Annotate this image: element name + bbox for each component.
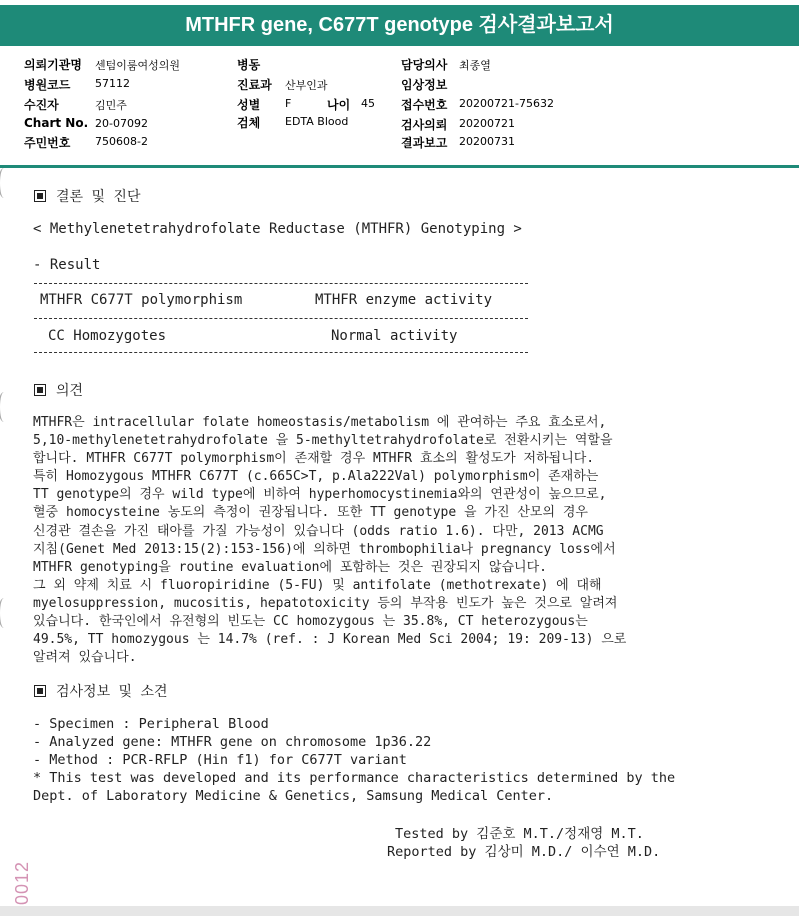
binding-mark — [0, 392, 10, 422]
test-info-analyzed-gene: - Analyzed gene: MTHFR gene on chromosome 1p36.22 — [33, 734, 432, 750]
square-bullet-icon — [34, 685, 46, 697]
opinion-paragraph — [33, 414, 773, 667]
header-value-chart-no: 20-07092 — [95, 117, 148, 130]
test-info-method: - Method : PCR-RFLP (Hin f1) for C677T variant — [33, 752, 407, 768]
opinion-line: 특히 Homozygous MTHFR C677T (c.665C>T, p.Ala222Val) polymorphism이 존재하는 — [33, 469, 599, 485]
header-value-sex: F — [285, 97, 292, 110]
section-conclusion-heading: 결론 및 진단 — [34, 186, 140, 206]
header-value-accession-no: 20200721-75632 — [459, 97, 554, 110]
tested-by-signature: Tested by 김준호 M.T./정재영 M.T. — [395, 826, 644, 842]
table-header-polymorphism: MTHFR C677T polymorphism — [40, 292, 243, 308]
opinion-line: MTHFR은 intracellular folate homeostasis/metabolism 에 관여하는 주요 효소로서, — [33, 415, 607, 430]
opinion-line: 혈중 homocysteine 농도의 측정이 권장됩니다. 또한 TT genotype 을 가진 산모의 경우 — [33, 505, 588, 521]
header-value-age: 45 — [361, 97, 375, 110]
table-rule-bottom — [34, 352, 528, 353]
header-value-resident-no: 750608-2 — [95, 135, 148, 148]
opinion-line: 49.5%, TT homozygous 는 14.7% (ref. : J Korean Med Sci 2004; 19: 209-13) 으로 — [33, 632, 627, 648]
header-label-accession-no: 접수번호 — [401, 98, 448, 112]
header-label-physician: 담당의사 — [401, 58, 448, 72]
opinion-line: 그 외 약제 치료 시 fluoropiridine (5-FU) 및 antifolate (methotrexate) 에 대해 — [33, 577, 602, 593]
header-value-hospital-code: 57112 — [95, 77, 130, 90]
header-label-request-date: 검사의뢰 — [401, 118, 448, 132]
test-info-disclaimer: * This test was developed and its performance characteristics determined by the — [33, 770, 676, 786]
table-cell-genotype: CC Homozygotes — [48, 328, 167, 344]
header-label-patient: 수진자 — [24, 98, 59, 112]
header-label-ward: 병동 — [237, 58, 261, 72]
header-label-age: 나이 — [327, 98, 351, 112]
binding-mark — [0, 168, 10, 198]
header-value-patient: 김민주 — [95, 99, 127, 112]
opinion-line: MTHFR genotyping을 routine evaluation에 포함하는 것은 권장되지 않습니다. — [33, 559, 547, 575]
opinion-line: TT genotype의 경우 wild type에 비하여 hyperhomocystinemia와의 연관성이 높으므로, — [33, 487, 607, 503]
genotyping-subtitle: < Methylenetetrahydrofolate Reductase (MTHFR) Genotyping > — [33, 221, 522, 237]
opinion-line: 있습니다. 한국인에서 유전형의 빈도는 CC homozygous 는 35.8%, CT heterozygous는 — [33, 614, 588, 630]
header-label-resident-no: 주민번호 — [24, 136, 71, 150]
header-value-department: 산부인과 — [285, 79, 328, 92]
test-info-specimen: - Specimen : Peripheral Blood — [33, 716, 269, 732]
opinion-line: 5,10-methylenetetrahydrofolate 을 5-methyltetrahydrofolate로 전환시키는 역할을 — [33, 433, 613, 449]
square-bullet-icon — [34, 384, 46, 396]
report-title: MTHFR gene, C677T genotype 검사결과보고서 — [0, 5, 799, 46]
header-value-requesting-institution: 센텀이룸여성의원 — [95, 59, 181, 72]
report-header — [0, 46, 799, 166]
header-label-sex: 성별 — [237, 98, 261, 112]
section-opinion-heading: 의견 — [34, 380, 83, 400]
header-value-physician: 최종열 — [459, 59, 491, 72]
opinion-line: 신경관 결손을 가진 태아를 가질 가능성이 있습니다 (odds ratio 1.6). 다만, 2013 ACMG — [33, 523, 604, 539]
opinion-line: 합니다. MTHFR C677T polymorphism이 존재할 경우 MTHFR 효소의 활성도가 저하됩니다. — [33, 451, 595, 467]
binding-mark — [0, 598, 10, 628]
table-header-enzyme-activity: MTHFR enzyme activity — [315, 292, 493, 308]
header-value-specimen: EDTA Blood — [285, 115, 349, 128]
header-label-requesting-institution: 의뢰기관명 — [24, 58, 82, 72]
opinion-line: 알려져 있습니다. — [33, 650, 137, 666]
header-value-request-date: 20200721 — [459, 117, 515, 130]
table-rule-top — [34, 283, 528, 284]
header-label-department: 진료과 — [237, 78, 272, 92]
section-test-info-heading: 검사정보 및 소견 — [34, 681, 168, 701]
header-label-report-date: 결과보고 — [401, 136, 448, 150]
header-label-clinical-info: 임상정보 — [401, 78, 448, 92]
opinion-line: myelosuppression, mucositis, hepatotoxicity 등의 부작용 빈도가 높은 것으로 알려져 — [33, 595, 618, 611]
square-bullet-icon — [34, 190, 46, 202]
header-label-hospital-code: 병원코드 — [24, 78, 71, 92]
result-label: - Result — [33, 257, 101, 273]
header-label-specimen: 검체 — [237, 116, 261, 130]
header-label-chart-no: Chart No. — [24, 116, 89, 130]
table-rule-mid — [34, 318, 528, 319]
header-divider — [0, 165, 799, 168]
reported-by-signature: Reported by 김상미 M.D./ 이수연 M.D. — [387, 844, 661, 860]
test-info-disclaimer-cont: Dept. of Laboratory Medicine & Genetics, Samsung Medical Center. — [33, 788, 554, 804]
table-cell-activity: Normal activity — [331, 328, 458, 344]
opinion-line: 지침(Genet Med 2013:15(2):153-156)에 의하면 thrombophilia나 pregnancy loss에서 — [33, 541, 616, 557]
page-number: 0012 — [12, 860, 32, 905]
page-bottom-edge — [0, 906, 799, 916]
header-value-report-date: 20200731 — [459, 135, 515, 148]
